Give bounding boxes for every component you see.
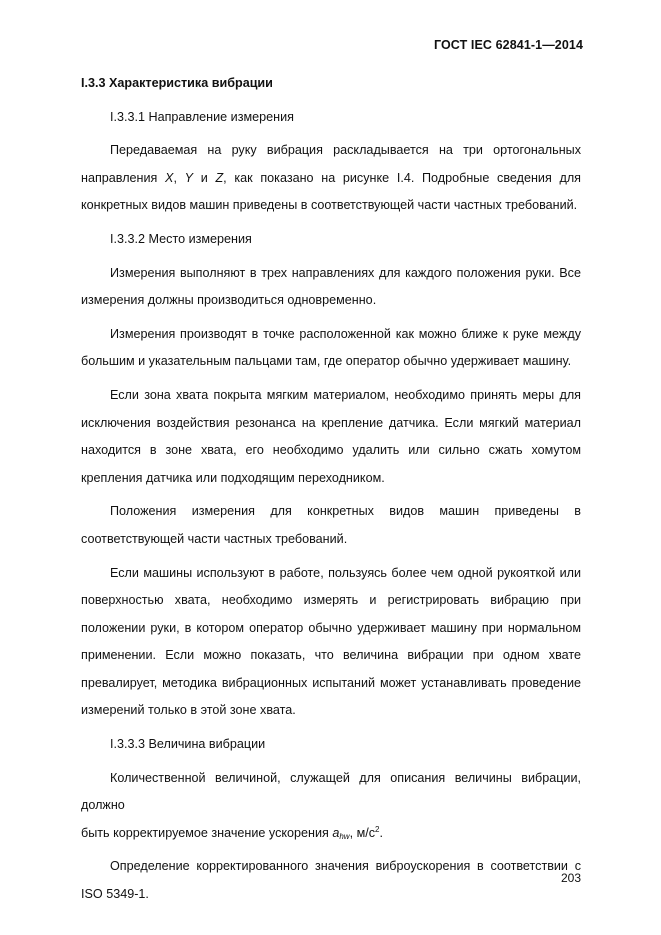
symbol-a: a (332, 825, 340, 840)
symbol-superscript: 2 (375, 824, 380, 834)
axis-y: Y (184, 170, 194, 185)
subsection-heading-magnitude: I.3.3.3 Величина вибрации (110, 737, 266, 752)
axis-z: Z (215, 170, 224, 185)
paragraph-magnitude-2: Определение корректированного значения виброускорения в соответствии с ISO 5349-1. (81, 859, 581, 902)
document-body (81, 70, 581, 909)
paragraph-location-5: Если машины используют в работе, пользуясь более чем одной рукояткой или поверхностью хвата, необходимо измерять и регистрировать вибрацию при положении руки, в котором оператор обычно удерживает машину при нормальном применении. Если можно показать, что величина вибрации при одном хвате превалирует, методика вибрационных испытаний может устанавливать проведение измерений только в этой зоне хвата. (81, 565, 581, 718)
paragraph-location-2: Измерения производят в точке расположенной как можно ближе к руке между большим и указательным пальцами там, где оператор обычно удерживает машину. (81, 326, 581, 369)
paragraph-magnitude-line2: быть корректируемое значение ускорения $a_{hw}$, $м/с^2$. (81, 824, 383, 841)
axis-x: X (165, 170, 174, 185)
paragraph-direction-line3: конкретных видов машин приведены в соответствующей части частных требований. (81, 198, 578, 213)
paragraph-location-1: Измерения выполняют в трех направлениях для каждого положения руки. Все измерения должны производиться одновременно. (81, 265, 581, 308)
paragraph-location-3: Если зона хвата покрыта мягким материалом, необходимо принять меры для исключения воздействия резонанса на крепление датчика. Если мягкий материал находится в зоне хвата, его необходимо удалить или сильно сжать хомутом крепления датчика или подходящим переходником. (81, 387, 581, 485)
paragraph-magnitude-line1: Количественной величиной, служащей для описания величины вибрации, должно (81, 770, 581, 813)
page-number: 203 (560, 871, 581, 885)
subsection-heading-direction: I.3.3.1 Направление измерения (110, 109, 294, 124)
subsection-heading-location: I.3.3.2 Место измерения (110, 231, 252, 246)
section-heading: I.3.3 Характеристика вибрации (81, 76, 273, 90)
paragraph-direction-line2: направления X, Y и Z, как показано на рисунке I.4. Подробные сведения для (81, 170, 581, 185)
document-header: ГОСТ IEC 62841-1—2014 (433, 38, 583, 52)
paragraph-direction-line1: Передаваемая на руку вибрация раскладывается на три ортогональных (110, 143, 581, 158)
paragraph-location-4: Положения измерения для конкретных видов машин приведены в соответствующей части частных требований. (81, 504, 581, 546)
symbol-subscript: hw (339, 831, 350, 841)
